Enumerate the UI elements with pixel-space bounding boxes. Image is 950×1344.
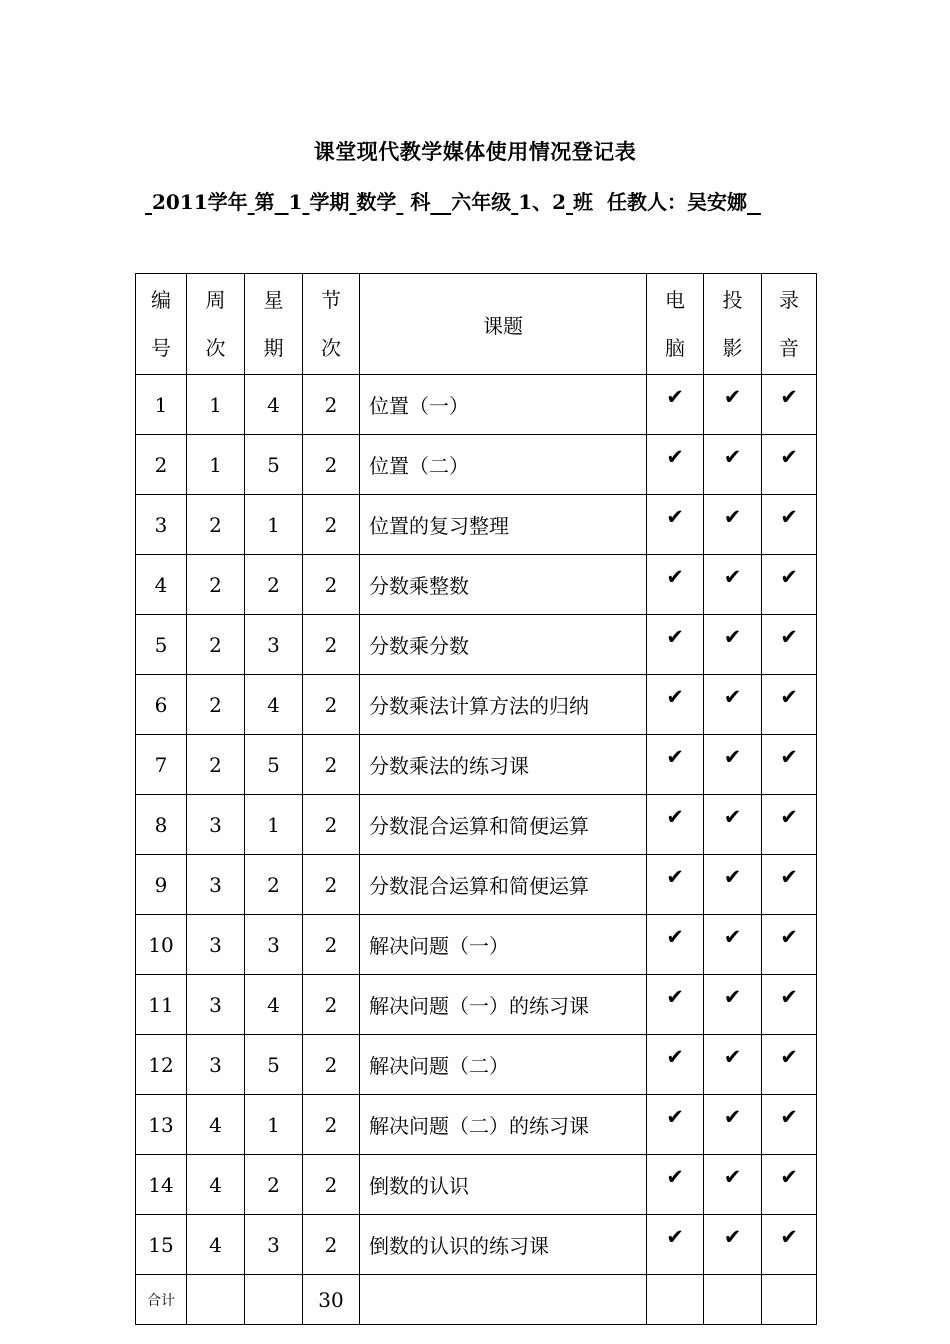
table-row	[136, 735, 817, 795]
cell-period: 2	[303, 675, 360, 735]
header-topic: 课题	[360, 274, 647, 375]
projector-check-icon: ✔	[704, 1035, 762, 1095]
school-year: 2011	[151, 190, 208, 214]
table-row	[136, 795, 817, 855]
class-label: 班	[573, 190, 594, 214]
cell-week: 2	[187, 495, 245, 555]
recorder-check-icon: ✔	[762, 735, 817, 795]
cell-period: 2	[303, 555, 360, 615]
cell-no: 12	[136, 1035, 187, 1095]
recorder-check-icon: ✔	[762, 615, 817, 675]
cell-week: 3	[187, 915, 245, 975]
header-projector: 投 影	[704, 274, 762, 375]
cell-no: 11	[136, 975, 187, 1035]
computer-check-icon: ✔	[647, 1035, 704, 1095]
table-row	[136, 555, 817, 615]
cell-week: 4	[187, 1155, 245, 1215]
recorder-check-icon: ✔	[762, 555, 817, 615]
header-computer: 电 脑	[647, 274, 704, 375]
grade: 六年级	[451, 190, 512, 214]
cell-topic: 分数乘整数	[360, 555, 647, 615]
total-weekday-empty	[245, 1275, 303, 1325]
recorder-check-icon: ✔	[762, 1095, 817, 1155]
cell-no: 8	[136, 795, 187, 855]
computer-check-icon: ✔	[647, 555, 704, 615]
cell-topic: 倒数的认识	[360, 1155, 647, 1215]
cell-no: 1	[136, 375, 187, 435]
table-row	[136, 375, 817, 435]
cell-weekday: 3	[245, 615, 303, 675]
cell-week: 2	[187, 735, 245, 795]
recorder-check-icon: ✔	[762, 1215, 817, 1275]
cell-weekday: 4	[245, 375, 303, 435]
cell-week: 4	[187, 1215, 245, 1275]
computer-check-icon: ✔	[647, 375, 704, 435]
projector-check-icon: ✔	[704, 375, 762, 435]
total-topic-empty	[360, 1275, 647, 1325]
cell-period: 2	[303, 435, 360, 495]
cell-week: 1	[187, 375, 245, 435]
subject-label: 科	[410, 190, 431, 214]
cell-weekday: 5	[245, 1035, 303, 1095]
table-row	[136, 495, 817, 555]
total-computer-empty	[647, 1275, 704, 1325]
cell-weekday: 1	[245, 1095, 303, 1155]
cell-weekday: 4	[245, 675, 303, 735]
classes: 1、2	[518, 190, 567, 214]
term-label: 学期	[309, 190, 350, 214]
cell-period: 2	[303, 615, 360, 675]
cell-no: 10	[136, 915, 187, 975]
recorder-check-icon: ✔	[762, 1035, 817, 1095]
computer-check-icon: ✔	[647, 435, 704, 495]
cell-period: 2	[303, 1035, 360, 1095]
total-period: 30	[303, 1275, 360, 1325]
cell-period: 2	[303, 375, 360, 435]
computer-check-icon: ✔	[647, 795, 704, 855]
cell-period: 2	[303, 1155, 360, 1215]
table-row	[136, 615, 817, 675]
projector-check-icon: ✔	[704, 435, 762, 495]
cell-weekday: 5	[245, 735, 303, 795]
cell-topic: 分数乘分数	[360, 615, 647, 675]
cell-topic: 解决问题（二）	[360, 1035, 647, 1095]
projector-check-icon: ✔	[704, 495, 762, 555]
table-row	[136, 975, 817, 1035]
total-label: 合计	[136, 1275, 187, 1325]
cell-topic: 解决问题（一）的练习课	[360, 975, 647, 1035]
cell-week: 4	[187, 1095, 245, 1155]
cell-no: 7	[136, 735, 187, 795]
cell-weekday: 1	[245, 495, 303, 555]
computer-check-icon: ✔	[647, 915, 704, 975]
cell-no: 6	[136, 675, 187, 735]
computer-check-icon: ✔	[647, 1215, 704, 1275]
info-line	[145, 186, 845, 215]
projector-check-icon: ✔	[704, 855, 762, 915]
recorder-check-icon: ✔	[762, 915, 817, 975]
projector-check-icon: ✔	[704, 555, 762, 615]
table-row	[136, 915, 817, 975]
recorder-check-icon: ✔	[762, 435, 817, 495]
cell-week: 1	[187, 435, 245, 495]
table-row	[136, 1155, 817, 1215]
cell-period: 2	[303, 855, 360, 915]
projector-check-icon: ✔	[704, 795, 762, 855]
recorder-check-icon: ✔	[762, 495, 817, 555]
computer-check-icon: ✔	[647, 675, 704, 735]
cell-no: 13	[136, 1095, 187, 1155]
computer-check-icon: ✔	[647, 615, 704, 675]
cell-topic: 位置的复习整理	[360, 495, 647, 555]
cell-period: 2	[303, 915, 360, 975]
cell-period: 2	[303, 1095, 360, 1155]
cell-topic: 位置（一）	[360, 375, 647, 435]
cell-week: 2	[187, 675, 245, 735]
header-period: 节 次	[303, 274, 360, 375]
projector-check-icon: ✔	[704, 1095, 762, 1155]
recorder-check-icon: ✔	[762, 855, 817, 915]
register-table	[135, 273, 817, 1325]
recorder-check-icon: ✔	[762, 675, 817, 735]
computer-check-icon: ✔	[647, 1155, 704, 1215]
cell-week: 2	[187, 555, 245, 615]
total-projector-empty	[704, 1275, 762, 1325]
cell-weekday: 3	[245, 915, 303, 975]
subject: 数学	[356, 190, 397, 214]
cell-weekday: 5	[245, 435, 303, 495]
total-week-empty	[187, 1275, 245, 1325]
cell-topic: 解决问题（二）的练习课	[360, 1095, 647, 1155]
cell-period: 2	[303, 1215, 360, 1275]
table-row	[136, 435, 817, 495]
table-row	[136, 1095, 817, 1155]
projector-check-icon: ✔	[704, 1155, 762, 1215]
table-row	[136, 855, 817, 915]
projector-check-icon: ✔	[704, 615, 762, 675]
cell-no: 9	[136, 855, 187, 915]
cell-no: 4	[136, 555, 187, 615]
cell-topic: 位置（二）	[360, 435, 647, 495]
recorder-check-icon: ✔	[762, 975, 817, 1035]
cell-weekday: 4	[245, 975, 303, 1035]
computer-check-icon: ✔	[647, 495, 704, 555]
cell-no: 15	[136, 1215, 187, 1275]
table-row	[136, 1215, 817, 1275]
cell-weekday: 2	[245, 555, 303, 615]
cell-no: 5	[136, 615, 187, 675]
cell-no: 2	[136, 435, 187, 495]
cell-period: 2	[303, 795, 360, 855]
cell-period: 2	[303, 735, 360, 795]
page-title: 课堂现代教学媒体使用情况登记表	[313, 139, 637, 164]
cell-weekday: 2	[245, 855, 303, 915]
cell-topic: 分数乘法计算方法的归纳	[360, 675, 647, 735]
computer-check-icon: ✔	[647, 975, 704, 1035]
projector-check-icon: ✔	[704, 675, 762, 735]
projector-check-icon: ✔	[704, 735, 762, 795]
cell-topic: 倒数的认识的练习课	[360, 1215, 647, 1275]
header-recorder: 录 音	[762, 274, 817, 375]
term: 第 1	[254, 190, 303, 214]
cell-topic: 分数混合运算和简便运算	[360, 795, 647, 855]
cell-no: 3	[136, 495, 187, 555]
cell-weekday: 3	[245, 1215, 303, 1275]
total-recorder-empty	[762, 1275, 817, 1325]
cell-topic: 分数乘法的练习课	[360, 735, 647, 795]
cell-week: 3	[187, 975, 245, 1035]
cell-weekday: 2	[245, 1155, 303, 1215]
computer-check-icon: ✔	[647, 1095, 704, 1155]
cell-topic: 解决问题（一）	[360, 915, 647, 975]
cell-week: 3	[187, 795, 245, 855]
cell-topic: 分数混合运算和简便运算	[360, 855, 647, 915]
recorder-check-icon: ✔	[762, 375, 817, 435]
cell-period: 2	[303, 495, 360, 555]
teacher-label: 任教人：	[606, 190, 687, 214]
cell-no: 14	[136, 1155, 187, 1215]
total-row	[136, 1275, 817, 1325]
header-weekday: 星 期	[245, 274, 303, 375]
computer-check-icon: ✔	[647, 735, 704, 795]
recorder-check-icon: ✔	[762, 1155, 817, 1215]
computer-check-icon: ✔	[647, 855, 704, 915]
cell-weekday: 1	[245, 795, 303, 855]
cell-week: 3	[187, 1035, 245, 1095]
teacher-name: 吴安娜	[686, 190, 747, 214]
projector-check-icon: ✔	[704, 975, 762, 1035]
projector-check-icon: ✔	[704, 915, 762, 975]
header-no: 编 号	[136, 274, 187, 375]
table-row	[136, 1035, 817, 1095]
school-year-label: 学年	[207, 190, 248, 214]
header-week: 周 次	[187, 274, 245, 375]
recorder-check-icon: ✔	[762, 795, 817, 855]
cell-week: 2	[187, 615, 245, 675]
header-row	[136, 274, 817, 375]
table-row	[136, 675, 817, 735]
cell-week: 3	[187, 855, 245, 915]
cell-period: 2	[303, 975, 360, 1035]
projector-check-icon: ✔	[704, 1215, 762, 1275]
